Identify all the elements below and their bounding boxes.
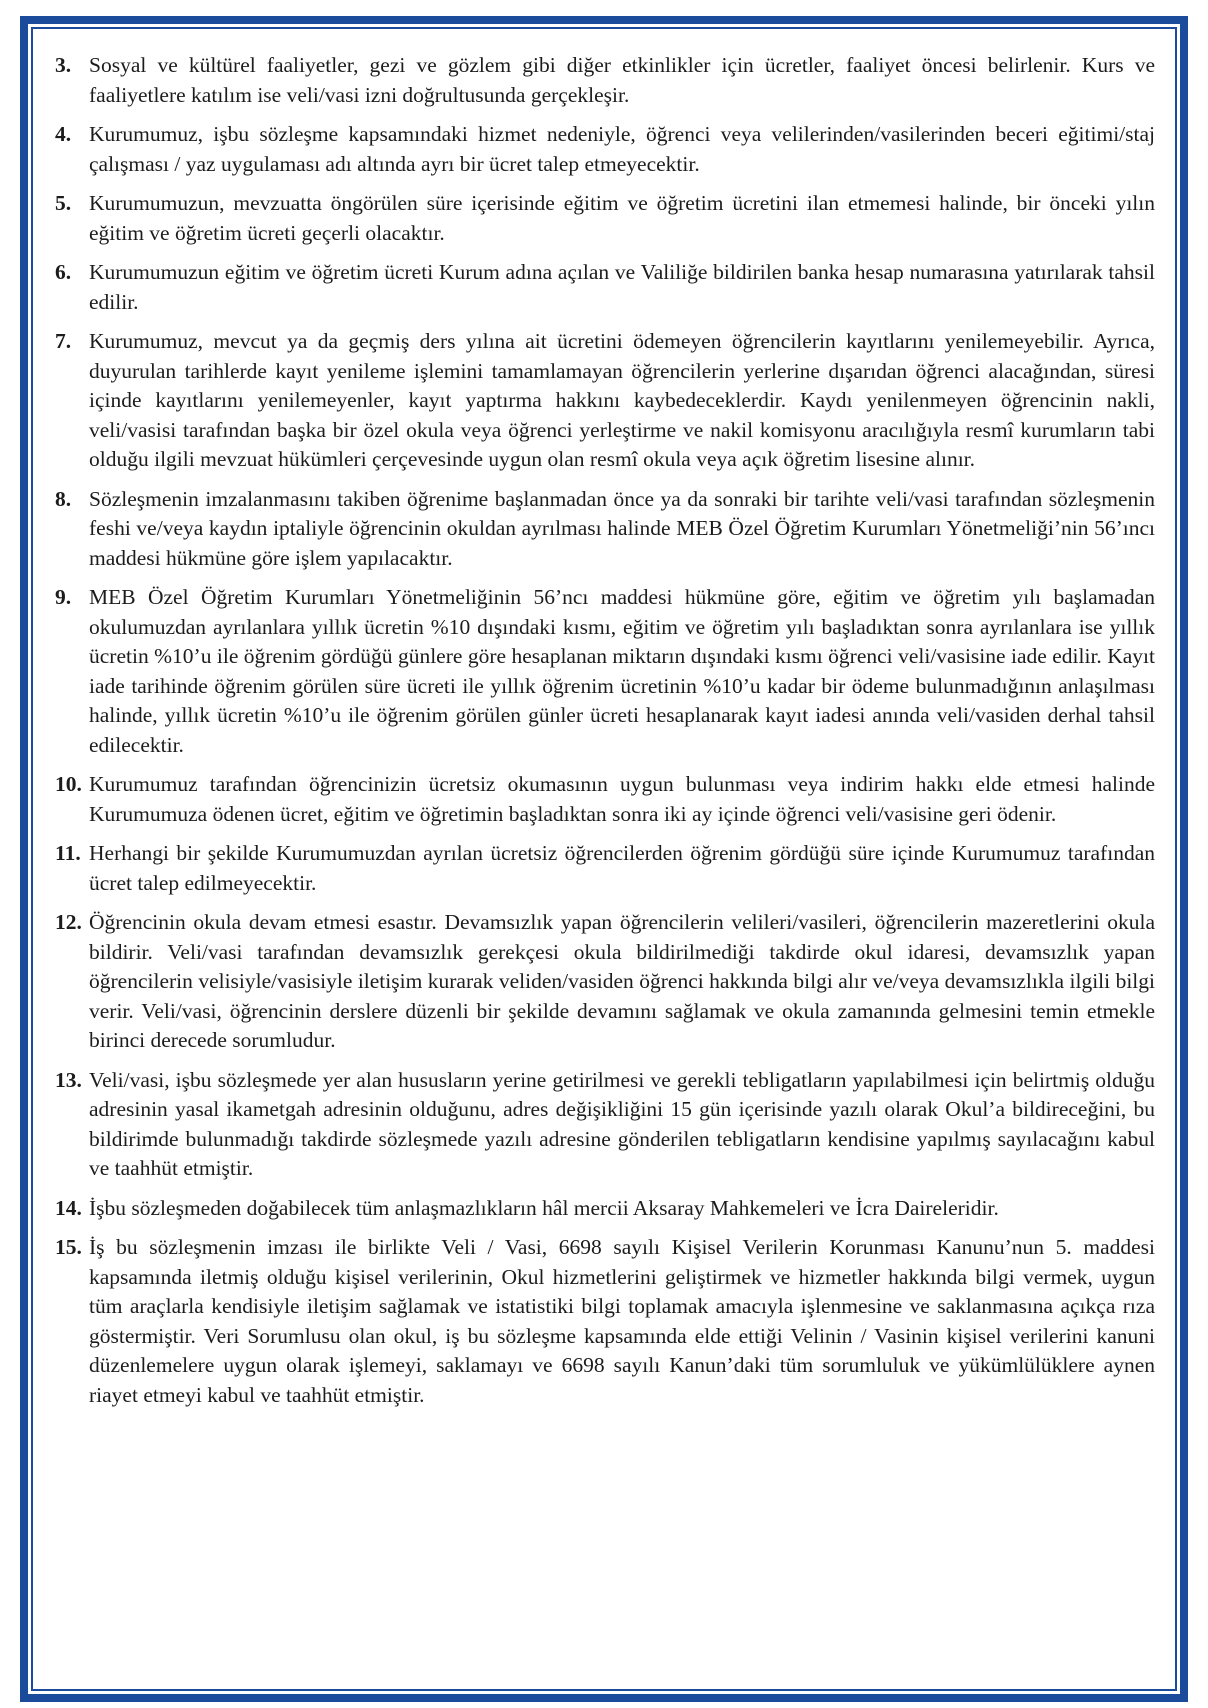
clause-number: 14. bbox=[55, 1195, 82, 1220]
clause-item-8 bbox=[55, 485, 1155, 574]
clause-text: Sözleşmenin imzalanmasını takiben öğrenime başlanmadan önce ya da sonraki bir tarihte veli/vasi tarafından sözleşmenin feshi ve/veya kaydın iptaliyle öğrencinin okuldan ayrılması halinde MEB Özel Öğretim Kurumları Yönetmeliği’nin 56’ıncı maddesi hükmüne göre işlem yapılacaktır. bbox=[89, 486, 1155, 570]
clause-number: 11. bbox=[55, 841, 81, 865]
contract-clauses-list bbox=[33, 29, 1175, 1689]
clause-text: Herhangi bir şekilde Kurumumuzdan ayrılan ücretsiz öğrencilerden öğrenim gördüğü süre içinde Kurumumuz tarafından ücret talep edilmeyecektir. bbox=[89, 841, 1155, 895]
clause-number: 15. bbox=[55, 1235, 82, 1259]
clause-text: İşbu sözleşmeden doğabilecek tüm anlaşmazlıkların hâl mercii Aksaray Mahkemeleri ve İcra Daireleridir. bbox=[89, 1195, 999, 1220]
clause-text: Veli/vasi, işbu sözleşmede yer alan hususların yerine getirilmesi ve gerekli tebligatların yapılabilmesi için belirtmiş olduğu adresinin yasal ikametgah adresinin olduğunu, adres değişikliğini 15 gün içerisinde yazılı olarak Okul’a bildireceğini, bu bildirimde bulunmadığı takdirde sözleşmede yazılı adresine gönderilen tebligatların kendisine yapılmış sayılacağını kabul ve taahhüt etmiştir. bbox=[89, 1067, 1155, 1180]
clause-text: MEB Özel Öğretim Kurumları Yönetmeliğinin 56’ncı maddesi hükmüne göre, eğitim ve öğretim yılı başlamadan okulumuzdan ayrılanlara yıllık ücretin %10 dışındaki kısmı, eğitim ve öğretim yılı başladıktan sonra ayrılanlara ise yıllık ücretin %10’u ile öğrenim gördüğü günlere göre hesaplanan miktarın dışındaki kısmı öğrenci veli/vasisine iade edilir. Kayıt iade tarihinde öğrenim görülen süre ücreti ile yıllık öğrenim ücretinin %10’u kadar bir ödeme bulunmadığının anlaşılması halinde, yıllık ücretin %10’u ile öğrenim görülen günler ücreti hesaplanarak kayıt iadesi anında veli/vasiden derhal tahsil edilecektir. bbox=[89, 585, 1155, 757]
clause-item-9 bbox=[55, 583, 1155, 760]
clause-number: 6. bbox=[55, 260, 72, 284]
clause-number: 13. bbox=[55, 1067, 82, 1092]
clause-item-6 bbox=[55, 258, 1155, 317]
clause-text: Öğrencinin okula devam etmesi esastır. Devamsızlık yapan öğrencilerin velileri/vasileri, öğrencilerin mazeretlerini okula bildirir. Veli/vasi tarafından devamsızlık gerekçesi okula bildirilmediği takdirde okul idaresi, devamsızlık yapan öğrencilerin velisiyle/vasisiyle iletişim kurarak veliden/vasiden öğrenci hakkında bilgi alır ve/veya devamsızlıkla ilgili bilgi verir. Veli/vasi, öğrencinin derslere düzenli bir şekilde devamını sağlamak ve okula zamanında gelmesini temin etmekle birinci derecede sorumludur. bbox=[89, 910, 1155, 1052]
clause-number: 7. bbox=[55, 329, 72, 353]
clause-item-14 bbox=[55, 1194, 1155, 1224]
clause-item-11 bbox=[55, 839, 1155, 898]
clause-number: 12. bbox=[55, 910, 82, 934]
document-outer-border bbox=[20, 16, 1188, 1702]
clause-item-3 bbox=[55, 51, 1155, 110]
clause-item-15 bbox=[55, 1233, 1155, 1410]
clause-number: 5. bbox=[55, 191, 72, 215]
clause-item-10 bbox=[55, 770, 1155, 829]
clause-text: Kurumumuzun, mevzuatta öngörülen süre içerisinde eğitim ve öğretim ücretini ilan etmemesi halinde, bir önceki yılın eğitim ve öğretim ücreti geçerli olacaktır. bbox=[89, 191, 1155, 245]
clause-number: 8. bbox=[55, 486, 72, 511]
clause-number: 10. bbox=[55, 772, 82, 796]
clause-item-12 bbox=[55, 908, 1155, 1056]
clause-text: İş bu sözleşmenin imzası ile birlikte Veli / Vasi, 6698 sayılı Kişisel Verilerin Korunması Kanunu’nun 5. maddesi kapsamında iletmiş olduğu kişisel verilerinin, Okul hizmetlerini geliştirmek ve hizmetler hakkında bilgi vermek, uygun tüm araçlarla kendisiyle iletişim sağlamak ve istatistiki bilgi toplamak amacıyla işlenmesine ve saklanmasına açıkça rıza göstermiştir. Veri Sorumlusu olan okul, iş bu sözleşme kapsamında elde ettiği Velinin / Vasinin kişisel verilerini kanuni düzenlemelere uygun olarak işlemeyi, saklamayı ve 6698 sayılı Kanun’daki tüm sorumluluk ve yükümlülüklere aynen riayet etmeyi kabul ve taahhüt etmiştir. bbox=[89, 1235, 1155, 1407]
clause-item-7 bbox=[55, 327, 1155, 475]
clause-item-4 bbox=[55, 120, 1155, 179]
clause-text: Kurumumuz, işbu sözleşme kapsamındaki hizmet nedeniyle, öğrenci veya velilerinden/vasilerinden beceri eğitimi/staj çalışması / yaz uygulaması adı altında ayrı bir ücret talep etmeyecektir. bbox=[89, 122, 1155, 176]
clause-text: Kurumumuzun eğitim ve öğretim ücreti Kurum adına açılan ve Valiliğe bildirilen banka hesap numarasına yatırılarak tahsil edilir. bbox=[89, 260, 1155, 314]
clause-text: Sosyal ve kültürel faaliyetler, gezi ve gözlem gibi diğer etkinlikler için ücretler, faaliyet öncesi belirlenir. Kurs ve faaliyetlere katılım ise veli/vasi izni doğrultusunda gerçekleşir. bbox=[89, 53, 1155, 107]
clause-text: Kurumumuz, mevcut ya da geçmiş ders yılına ait ücretini ödemeyen öğrencilerin kayıtlarını yenilemeyebilir. Ayrıca, duyurulan tarihlerde kayıt yenileme işlemini tamamlamayan öğrencilerin yerlerine dışarıdan öğrenci alacağından, süresi içinde kayıtlarını yenilemeyenler, kayıt yaptırma hakkını kaybedeceklerdir. Kaydı yenilenmeyen öğrencinin nakli, veli/vasisi tarafından başka bir özel okula veya öğrenci yerleştirme ve nakil komisyonu aracılığıyla resmî kurumların tabi olduğu ilgili mevzuat hükümleri çerçevesinde uygun olan resmî okula veya açık öğretim lisesine alınır. bbox=[89, 329, 1155, 471]
document-inner-border bbox=[31, 27, 1177, 1691]
clause-number: 3. bbox=[55, 53, 72, 77]
clause-number: 4. bbox=[55, 122, 72, 146]
clause-number: 9. bbox=[55, 585, 72, 609]
clause-item-5 bbox=[55, 189, 1155, 248]
clause-text: Kurumumuz tarafından öğrencinizin ücretsiz okumasının uygun bulunması veya indirim hakkı elde etmesi halinde Kurumumuza ödenen ücret, eğitim ve öğretimin başladıktan sonra iki ay içinde öğrenci veli/vasisine geri ödenir. bbox=[89, 772, 1155, 826]
clause-item-13 bbox=[55, 1066, 1155, 1184]
